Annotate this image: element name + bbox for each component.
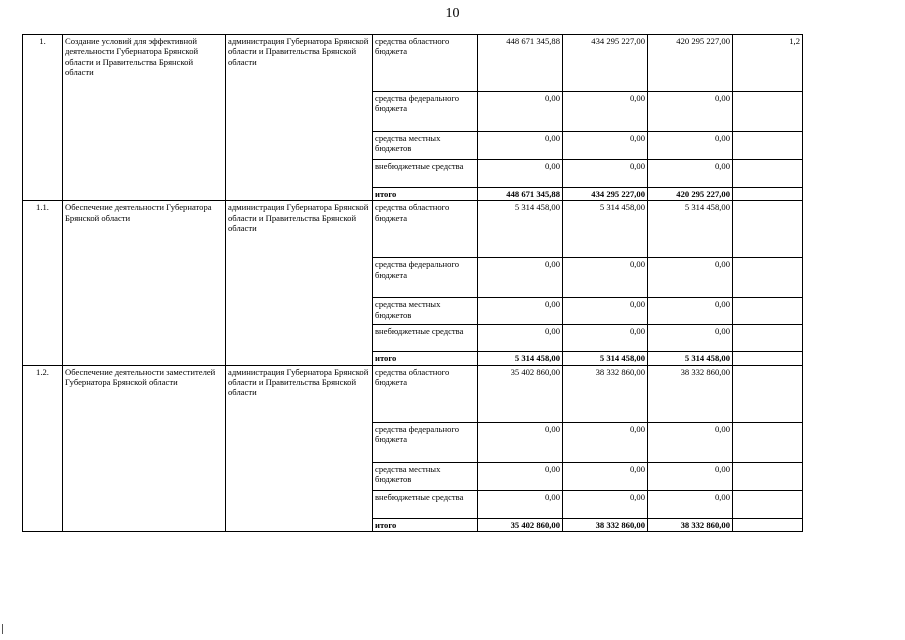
amount-year-1: 448 671 345,88 [478, 35, 563, 92]
amount-year-3: 38 332 860,00 [648, 365, 733, 422]
table-row [23, 365, 803, 422]
amount-year-1: 0,00 [478, 160, 563, 188]
indicator-value [733, 92, 803, 132]
amount-year-1: 35 402 860,00 [478, 365, 563, 422]
amount-year-2: 0,00 [563, 422, 648, 462]
item-number: 1. [23, 35, 63, 201]
amount-year-2: 434 295 227,00 [563, 188, 648, 201]
funding-source: итого [373, 518, 478, 531]
funding-source: итого [373, 188, 478, 201]
amount-year-1: 0,00 [478, 325, 563, 352]
amount-year-1: 5 314 458,00 [478, 352, 563, 365]
amount-year-3: 0,00 [648, 325, 733, 352]
funding-source: средства областного бюджета [373, 35, 478, 92]
funding-source: внебюджетные средства [373, 160, 478, 188]
indicator-value [733, 352, 803, 365]
indicator-value [733, 188, 803, 201]
amount-year-1: 35 402 860,00 [478, 518, 563, 531]
amount-year-3: 0,00 [648, 258, 733, 298]
amount-year-2: 0,00 [563, 490, 648, 518]
amount-year-3: 0,00 [648, 298, 733, 325]
indicator-value [733, 160, 803, 188]
amount-year-1: 0,00 [478, 490, 563, 518]
amount-year-2: 0,00 [563, 298, 648, 325]
amount-year-3: 5 314 458,00 [648, 201, 733, 258]
item-title: Обеспечение деятельности Губернатора Брянской области [63, 201, 226, 365]
funding-source: средства федерального бюджета [373, 258, 478, 298]
amount-year-3: 5 314 458,00 [648, 352, 733, 365]
item-number: 1.2. [23, 365, 63, 531]
amount-year-2: 0,00 [563, 132, 648, 160]
indicator-value [733, 201, 803, 258]
amount-year-1: 0,00 [478, 462, 563, 490]
funding-source: средства местных бюджетов [373, 462, 478, 490]
indicator-value [733, 258, 803, 298]
item-title: Создание условий для эффективной деятельности Губернатора Брянской области и Правительства Брянской области [63, 35, 226, 201]
table-row [23, 201, 803, 258]
amount-year-2: 0,00 [563, 325, 648, 352]
amount-year-1: 448 671 345,88 [478, 188, 563, 201]
indicator-value [733, 325, 803, 352]
amount-year-2: 0,00 [563, 258, 648, 298]
amount-year-2: 5 314 458,00 [563, 201, 648, 258]
item-executor: администрация Губернатора Брянской области и Правительства Брянской области [226, 365, 373, 531]
budget-table-body [23, 35, 803, 532]
amount-year-3: 0,00 [648, 490, 733, 518]
funding-source: средства федерального бюджета [373, 92, 478, 132]
amount-year-3: 0,00 [648, 160, 733, 188]
amount-year-3: 0,00 [648, 422, 733, 462]
indicator-value: 1,2 [733, 35, 803, 92]
amount-year-3: 420 295 227,00 [648, 188, 733, 201]
item-executor: администрация Губернатора Брянской области и Правительства Брянской области [226, 35, 373, 201]
amount-year-2: 434 295 227,00 [563, 35, 648, 92]
funding-source: средства местных бюджетов [373, 298, 478, 325]
funding-source: средства областного бюджета [373, 365, 478, 422]
funding-source: средства областного бюджета [373, 201, 478, 258]
indicator-value [733, 365, 803, 422]
funding-source: средства местных бюджетов [373, 132, 478, 160]
budget-table [22, 34, 803, 532]
amount-year-2: 0,00 [563, 160, 648, 188]
page-number: 10 [445, 6, 460, 21]
amount-year-2: 0,00 [563, 92, 648, 132]
amount-year-2: 38 332 860,00 [563, 365, 648, 422]
amount-year-3: 0,00 [648, 92, 733, 132]
amount-year-3: 0,00 [648, 132, 733, 160]
item-executor: администрация Губернатора Брянской области и Правительства Брянской области [226, 201, 373, 365]
indicator-value [733, 462, 803, 490]
funding-source: средства федерального бюджета [373, 422, 478, 462]
amount-year-1: 0,00 [478, 132, 563, 160]
indicator-value [733, 518, 803, 531]
amount-year-1: 0,00 [478, 92, 563, 132]
amount-year-2: 38 332 860,00 [563, 518, 648, 531]
table-row [23, 35, 803, 92]
scan-edge-mark [2, 624, 3, 634]
amount-year-1: 5 314 458,00 [478, 201, 563, 258]
amount-year-2: 5 314 458,00 [563, 352, 648, 365]
amount-year-3: 0,00 [648, 462, 733, 490]
amount-year-3: 38 332 860,00 [648, 518, 733, 531]
indicator-value [733, 298, 803, 325]
indicator-value [733, 422, 803, 462]
funding-source: итого [373, 352, 478, 365]
indicator-value [733, 490, 803, 518]
amount-year-3: 420 295 227,00 [648, 35, 733, 92]
funding-source: внебюджетные средства [373, 490, 478, 518]
funding-source: внебюджетные средства [373, 325, 478, 352]
indicator-value [733, 132, 803, 160]
amount-year-1: 0,00 [478, 298, 563, 325]
amount-year-2: 0,00 [563, 462, 648, 490]
amount-year-1: 0,00 [478, 422, 563, 462]
amount-year-1: 0,00 [478, 258, 563, 298]
item-title: Обеспечение деятельности заместителей Губернатора Брянской области [63, 365, 226, 531]
item-number: 1.1. [23, 201, 63, 365]
